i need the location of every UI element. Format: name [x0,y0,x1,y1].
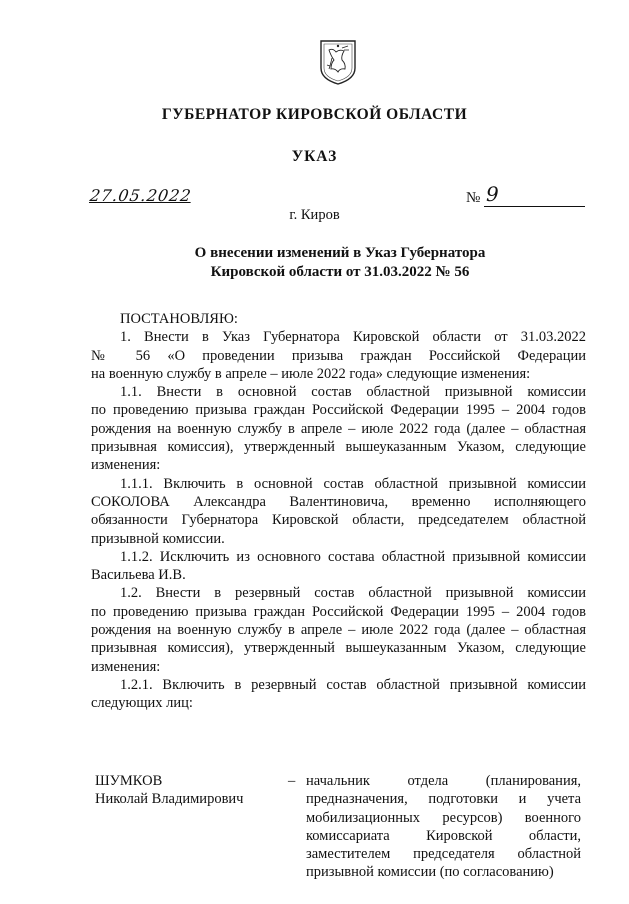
body-line: рождения на военную службу в апреле – июле 2022 года (далее – областная [91,622,586,639]
body-line: призывная комиссия), утвержденный вышеуказанным Указом, следующие [91,640,586,657]
member-role-line: призывной комиссии (по согласованию) [306,864,554,881]
body-line: изменения: [91,658,161,675]
body-line: 1.1.2. Исключить из основного состава областной призывной комиссии [120,548,586,565]
number-label: № [466,190,481,206]
document-type: УКАЗ [291,148,338,165]
body-line: обязанности Губернатора Кировской области, председателем областной [91,512,586,529]
body-line: № 56 «О проведении призыва граждан Российской Федерации [91,347,586,364]
body-line: 1.2.1. Включить в резервный состав областной призывной комиссии [120,676,586,693]
member-dash: – [288,773,296,789]
body-line: 1.1.1. Включить в основной состав областной призывной комиссии [120,475,586,492]
body-line: следующих лиц: [91,695,193,712]
subject-line: О внесении изменений в Указ Губернатора [194,245,486,261]
body-line: по проведению призыва граждан Российской Федерации 1995 – 2004 годов [91,603,586,620]
member-role [306,772,581,882]
document-body [91,310,586,713]
body-line: Васильева И.В. [91,567,186,584]
city: г. Киров [289,207,340,223]
member-role-line: заместителем председателя областной [306,846,581,863]
body-line: по проведению призыва граждан Российской Федерации 1995 – 2004 годов [91,402,586,419]
body-line: 1.1. Внести в основной состав областной призывной комиссии [120,384,586,401]
document-date: 27.05.2022 [88,186,193,205]
body-line: призывная комиссия), утвержденный вышеуказанным Указом, следующие [91,439,586,456]
document-number: 9 [486,182,499,206]
body-line: призывной комиссии. [91,530,225,547]
body-line: изменения: [91,457,161,474]
body-line: СОКОЛОВА Александра Валентиновича, временно исполняющего [91,493,586,510]
body-line: 1. Внести в Указ Губернатора Кировской области от 31.03.2022 [120,329,586,346]
organization-title: ГУБЕРНАТОР КИРОВСКОЙ ОБЛАСТИ [161,106,468,123]
member-role-line: начальник отдела (планирования, [306,773,581,789]
body-line: на военную службу в апреле – июле 2022 года» следующие изменения: [91,365,531,382]
subject-line: Кировской области от 31.03.2022 № 56 [210,264,470,280]
member-surname: ШУМКОВ [95,773,163,789]
member-name [95,772,285,809]
member-given-names: Николай Владимирович [95,791,244,808]
coat-of-arms-icon [318,38,358,86]
body-line: 1.2. Внести в резервный состав областной призывной комиссии [120,585,586,602]
body-line: ПОСТАНОВЛЯЮ: [120,311,238,327]
body-line: рождения на военную службу в апреле – июле 2022 года (далее – областная [91,420,586,437]
member-role-line: предназначения, подготовки и учета [306,791,581,808]
member-role-line: мобилизационных ресурсов) военного [306,809,581,826]
member-role-line: комиссариата Кировской области, [306,827,581,844]
document-subject [90,244,590,282]
